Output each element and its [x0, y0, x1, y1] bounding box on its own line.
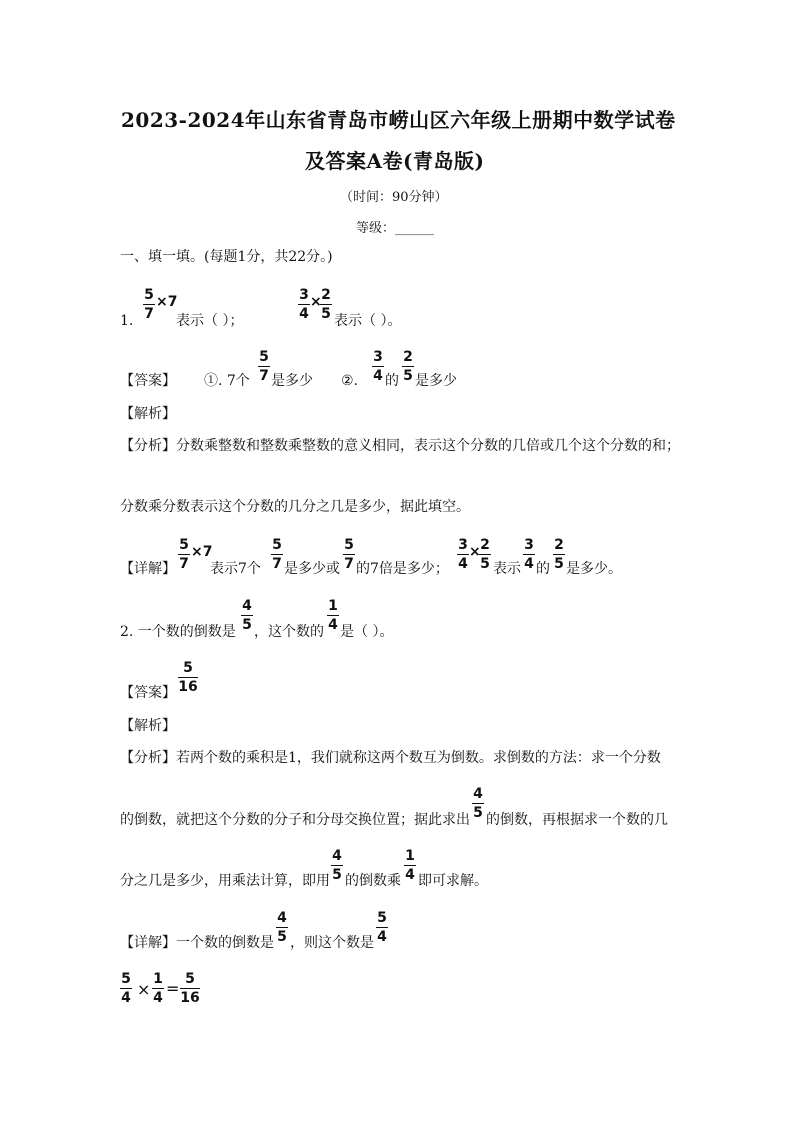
q2-fraction1: 4 5 [242, 598, 252, 633]
q1-expr2-fraction-b: 2 5 [321, 287, 331, 322]
q2-answer-fraction: 5 16 [178, 660, 198, 695]
q2-calc-multiply: × [137, 980, 151, 999]
q1-answer-part4: 的 [385, 373, 399, 389]
q1-answer-part1: ①. 7个 [204, 373, 250, 389]
q2-text2: ，这个数的 [254, 624, 324, 640]
q1-detail-text3: 的7倍是多少； [356, 561, 449, 577]
q2-detail-fraction1: 4 5 [277, 910, 287, 945]
q2-fenxi3-fraction2: 1 4 [405, 848, 415, 883]
q2-calc-equals: = [166, 979, 180, 998]
q2-fenxi3a: 分之几是多少，用乘法计算，即用 [120, 873, 330, 889]
q1-detail-fraction-e: 2 5 [480, 537, 490, 572]
q2-detail-a: 【详解】一个数的倒数是 [120, 935, 274, 951]
q1-answer-fraction3: 2 5 [403, 349, 413, 384]
q1-answer-part2: 是多少 [271, 373, 313, 389]
exam-grade: 等级：______ [356, 221, 435, 236]
q1-answer-fraction1: 5 7 [259, 349, 269, 384]
q1-detail-text1: 表示7个 [210, 561, 261, 577]
q1-detail-text6: 是多少。 [566, 561, 622, 577]
q2-detail-fraction2: 5 4 [377, 910, 387, 945]
q2-analysis-label: 【解析】 [120, 718, 176, 734]
q1-detail-text5: 的 [536, 561, 550, 577]
q2-fenxi3c: 即可求解。 [418, 873, 488, 889]
q1-detail-text2: 是多少或 [284, 561, 340, 577]
q1-answer-part5: 是多少 [415, 373, 457, 389]
q2-fenxi3-fraction1: 4 5 [332, 848, 342, 883]
q1-expr1-op: ×7 [156, 294, 178, 310]
q1-answer-part3: ②. [341, 373, 359, 389]
q2-text1: 2. 一个数的倒数是 [120, 624, 236, 640]
q1-text1: 表示（ ）； [176, 313, 244, 329]
q2-fenxi3b: 的倒数乘 [345, 873, 401, 889]
q1-detail-fraction-f: 3 4 [524, 537, 534, 572]
q2-text3: 是（ ）。 [340, 624, 394, 640]
q1-detail-label: 【详解】 [120, 561, 176, 577]
q1-detail-fraction-c: 5 7 [344, 537, 354, 572]
q1-expr1-fraction: 5 7 [144, 287, 154, 322]
q2-fenxi2b: 的倒数，再根据求一个数的几 [486, 812, 668, 828]
q1-text2: 表示（ ）。 [334, 313, 402, 329]
q1-expr2-op: × [310, 294, 322, 310]
q2-calc-fraction3: 5 16 [180, 971, 200, 1006]
q1-detail-text4: 表示 [493, 561, 521, 577]
q2-answer-label: 【答案】 [120, 685, 176, 701]
page-title-line1: 2023-2024年山东省青岛市崂山区六年级上册期中数学试卷 [121, 108, 676, 132]
q1-fenxi2: 分数乘分数表示这个分数的几分之几是多少，据此填空。 [120, 499, 470, 515]
q1-detail-fraction-d: 3 4 [458, 537, 468, 572]
q1-analysis-label: 【解析】 [120, 406, 176, 422]
q1-expr2-fraction-a: 3 4 [299, 287, 309, 322]
q2-detail-b: ，则这个数是 [290, 935, 374, 951]
q1-detail-fraction-g: 2 5 [554, 537, 564, 572]
q2-fenxi2a: 的倒数，就把这个分数的分子和分母交换位置；据此求出 [120, 812, 470, 828]
q1-answer-label: 【答案】 [120, 373, 176, 389]
q1-detail-op1: ×7 [191, 544, 213, 560]
q2-fenxi2-fraction: 4 5 [473, 786, 483, 821]
q2-calc-fraction1: 5 4 [121, 971, 131, 1006]
section-heading: 一、填一填。(每题1分，共22分。) [120, 249, 333, 265]
page-title-line2: 及答案A卷(青岛版) [305, 149, 485, 173]
q1-detail-fraction-a: 5 7 [179, 537, 189, 572]
q1-detail-op2: × [469, 544, 481, 560]
q1-detail-fraction-b: 5 7 [272, 537, 282, 572]
q1-answer-fraction2: 3 4 [373, 349, 383, 384]
q1-fenxi: 【分析】分数乘整数和整数乘整数的意义相同，表示这个分数的几倍或几个这个分数的和； [120, 438, 680, 454]
q2-fraction2: 1 4 [328, 598, 338, 633]
exam-time: （时间：90分钟） [340, 190, 448, 205]
q2-fenxi1: 【分析】若两个数的乘积是1，我们就称这两个数互为倒数。求倒数的方法：求一个分数 [120, 750, 661, 766]
q1-number: 1. [120, 313, 134, 329]
q2-calc-fraction2: 1 4 [153, 971, 163, 1006]
